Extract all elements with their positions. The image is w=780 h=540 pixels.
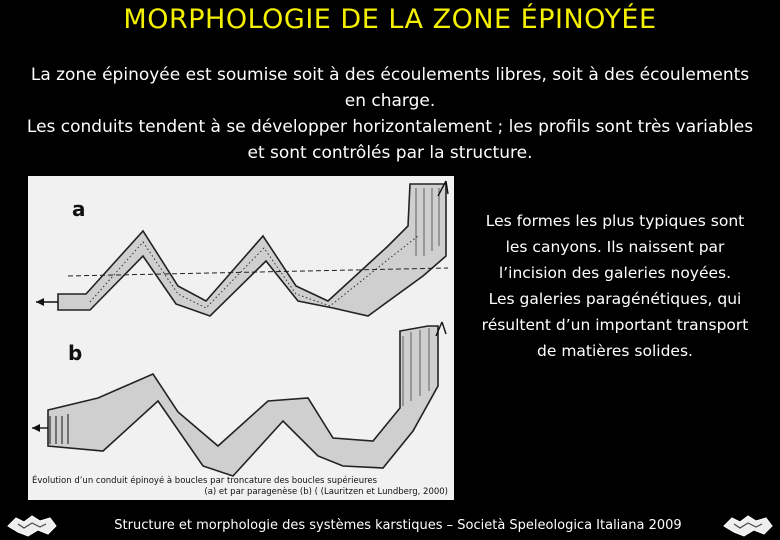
slide-title: MORPHOLOGIE DE LA ZONE ÉPINOYÉE (123, 4, 657, 35)
side-paragraph-paragenetic: Les galeries paragénétiques, qui résultent d’un important transport de matières solides. (481, 290, 749, 360)
figure-caption (32, 476, 448, 498)
footer-credit: Structure et morphologie des systèmes karstiques – Società Speleologica Italiana 2009 (114, 518, 682, 533)
conduit-evolution-figure (28, 176, 454, 500)
intro-line-2: Les conduits tendent à se développer horizontalement ; les profils sont très variables et sont contrôlés par la structure. (26, 117, 754, 163)
society-logo-right-icon (720, 512, 776, 540)
side-text (474, 208, 756, 364)
loop-conduit-a (36, 181, 448, 316)
intro-line-1: La zone épinoyée est soumise soit à des écoulements libres, soit à des écoulements en charge. (30, 65, 750, 111)
conduit-diagram (28, 176, 454, 500)
caption-line-1: Évolution d’un conduit épinoyé à boucles par troncature des boucles supérieures (32, 476, 378, 486)
society-logo-left-icon (4, 512, 60, 540)
intro-text (20, 62, 760, 166)
caption-line-2: (a) et par paragenèse (b) ( (Lauritzen et Lundberg, 2000) (204, 487, 448, 497)
side-paragraph-canyons: Les formes les plus typiques sont les canyons. Ils naissent par l’incision des galeries noyées. (485, 212, 745, 282)
label-a: a (72, 197, 86, 221)
label-b: b (68, 341, 83, 365)
loop-conduit-b (32, 322, 446, 476)
